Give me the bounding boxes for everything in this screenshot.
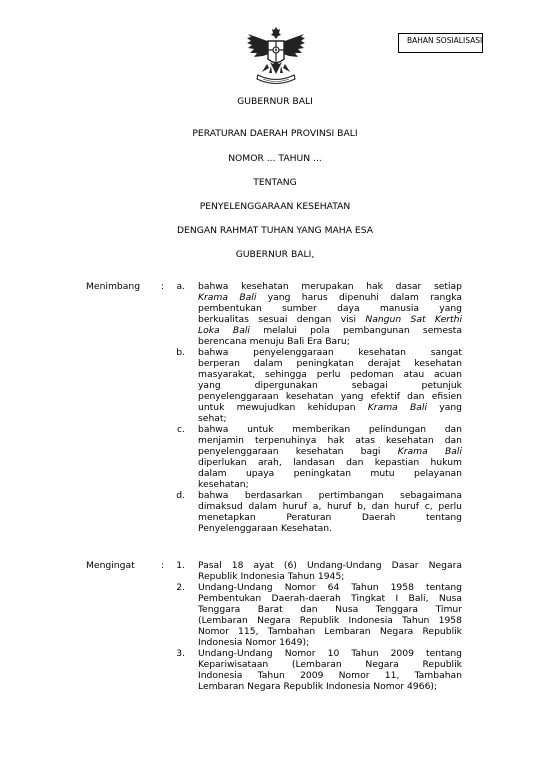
text-line: untuk mewujudkan kehidupan Krama Bali yang [198,402,462,413]
text-line: Pembentukan Daerah-daerah Tingkat I Bali, Nusa [198,593,462,604]
menimbang-item-text [198,281,462,347]
header-governor: GUBERNUR BALI [237,96,313,107]
text-line: menjamin terpenuhinya hak atas kesehatan dan [198,435,462,446]
text-line: Nomor 115, Tambahan Lembaran Negara Republik [198,626,462,637]
text-line: dimaksud dalam huruf a, huruf b, dan huruf c, perlu [198,501,462,512]
text-line: (Lembaran Negara Republik Indonesia Tahun 1958 [198,615,462,626]
text-line: berkualitas sesuai dengan visi Nangun Sat Kerthi [198,314,462,325]
text-line: Republik Indonesia Tahun 1945; [198,571,345,582]
menimbang-item-text [198,424,462,490]
mengingat-item-text [198,582,462,648]
text-line: bahwa penyelenggaraan kesehatan sangat [198,347,462,358]
menimbang-item-text [198,347,462,424]
text-line: diperlukan arah, landasan dan kepastian hukum [198,457,462,468]
menimbang-item-marker: b. [176,347,185,358]
draft-stamp [398,33,483,53]
mengingat-colon: : [161,560,165,571]
text-line: Tenggara Barat dan Nusa Tenggara Timur [198,604,462,615]
regulation-subject: PENYELENGGARAAN KESEHATAN [199,201,351,212]
text-line: bahwa untuk memberikan pelindungan dan [198,424,462,435]
text-line: Kepariwisataan (Lembaran Negara Republik [198,659,462,670]
mengingat-item-marker: 2. [176,582,185,593]
text-line: Penyelenggaraan Kesehatan. [198,523,332,534]
text-line: Krama Bali yang harus dipenuhi dalam rangka [198,292,462,303]
text-line: Indonesia Nomor 1649); [198,637,310,648]
mengingat-item-text [198,648,462,692]
menimbang-item-text [198,490,462,534]
text-line: sehat; [198,413,227,424]
governor-signature-heading: GUBERNUR BALI, [235,249,315,260]
about-label: TENTANG [253,177,297,188]
garuda-emblem-icon [245,26,307,88]
text-line: Loka Bali melalui pola pembangunan semesta [198,325,462,336]
text-line: berperan dalam peningkatan derajat kesehatan [198,358,462,369]
menimbang-colon: : [161,281,165,292]
text-line: yang dipergunakan sebagai petunjuk [198,380,462,391]
text-line: pembentukan sumber daya manusia yang [198,303,462,314]
menimbang-item-marker: d. [176,490,185,501]
regulation-title: PERATURAN DAERAH PROVINSI BALI [192,128,358,139]
text-line: Undang-Undang Nomor 64 Tahun 1958 tentang [198,582,462,593]
text-line: dalam upaya peningkatan mutu pelayanan [198,468,462,479]
stamp-text: BAHAN SOSIALISASI [407,36,483,45]
mengingat-item-marker: 3. [176,648,185,659]
regulation-number: NOMOR ... TAHUN ... [228,153,322,164]
text-line: Indonesia Tahun 2009 Nomor 11, Tambahan [198,670,462,681]
text-line: berencana menuju Bali Era Baru; [198,336,350,347]
menimbang-item-marker: a. [176,281,185,292]
text-line: bahwa kesehatan merupakan hak dasar setiap [198,281,462,292]
mengingat-item-marker: 1. [176,560,185,571]
text-line: penyelenggaraan kesehatan yang efektif dan efisien [198,391,462,402]
mengingat-label: Mengingat [86,560,135,571]
text-line: penyelenggaraan kesehatan bagi Krama Bali [198,446,462,457]
menimbang-label: Menimbang [86,281,141,292]
text-line: Undang-Undang Nomor 10 Tahun 2009 tentang [198,648,462,659]
text-line: bahwa berdasarkan pertimbangan sebagaimana [198,490,462,501]
text-line: kesehatan; [198,479,249,490]
text-line: menetapkan Peraturan Daerah tentang [198,512,462,523]
mengingat-item-text [198,560,462,582]
text-line: Pasal 18 ayat (6) Undang-Undang Dasar Negara [198,560,462,571]
grace-formula: DENGAN RAHMAT TUHAN YANG MAHA ESA [176,225,374,236]
text-line: masyarakat, sehingga perlu pedoman atau acuan [198,369,462,380]
menimbang-item-marker: c. [177,424,185,435]
text-line: Lembaran Negara Republik Indonesia Nomor 4966); [198,681,438,692]
